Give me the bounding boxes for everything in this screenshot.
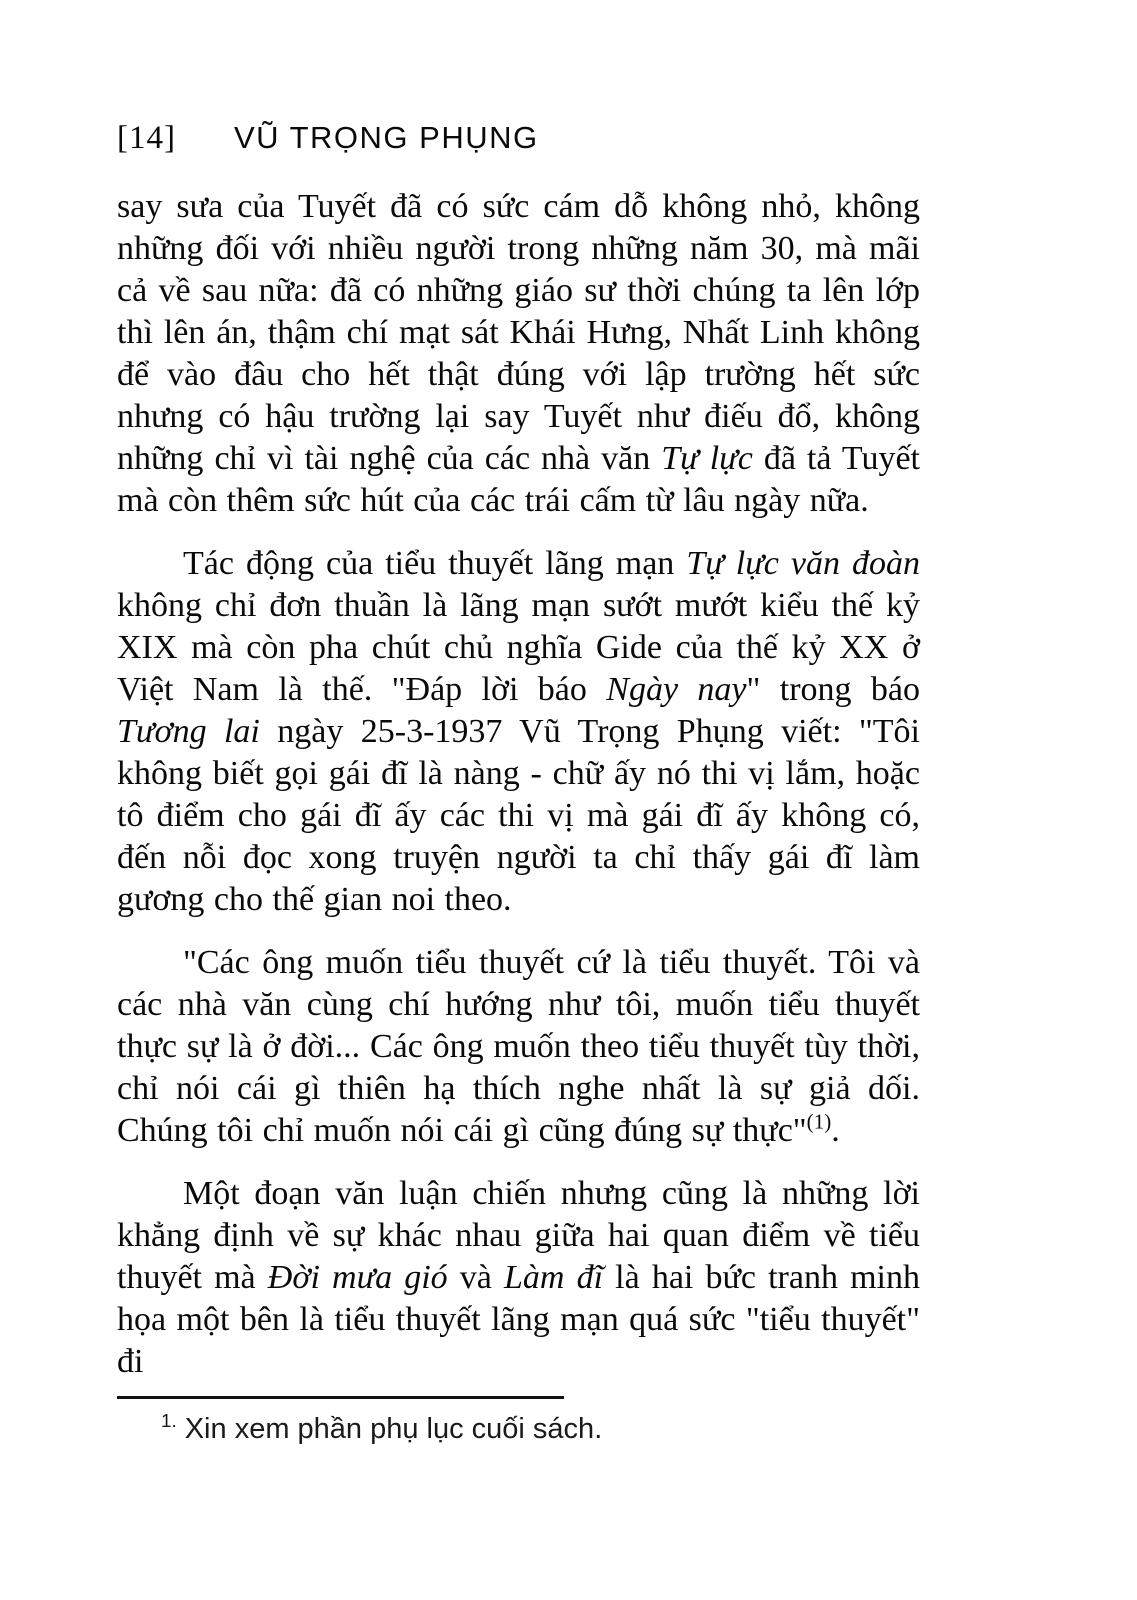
paragraph-3-text: "Các ông muốn tiểu thuyết cứ là tiểu thuyết. Tôi và các nhà văn cùng chí hướng như tôi, muốn tiểu thuyết thực sự là ở đời... Các ông muốn theo tiểu thuyết tùy thời, chỉ nói cái gì thiên hạ thích nghe nhất là sự giả dối. Chúng tôi chỉ muốn nói cái gì cũng đúng sự thực": [117, 944, 920, 1149]
paragraph-3-text-end: .: [831, 1112, 840, 1149]
paragraph-1: [117, 186, 920, 522]
running-title: VŨ TRỌNG PHỤNG: [233, 120, 539, 155]
newspaper-title-tuong-lai: Tương lai: [117, 713, 260, 750]
paragraph-2-text-c: " trong báo: [746, 671, 920, 708]
footnote-separator: [117, 1396, 564, 1399]
novel-title-lam-di: Làm đĩ: [504, 1259, 604, 1296]
paragraph-1-text-end: đã tả Tuyết mà còn thêm sức hút của các trái cấm từ lâu ngày nữa.: [117, 440, 920, 519]
paragraph-4-text-b: và: [447, 1259, 505, 1296]
paragraph-1-text: say sưa của Tuyết đã có sức cám dỗ không nhỏ, không những đối với nhiều người trong những năm 30, mà mãi cả về sau nữa: đã có những giáo sư thời chúng ta lên lớp thì lên án, thậm chí mạt sát Khái Hưng, Nhất Linh không để vào đâu cho hết thật đúng với lập trường hết sức nhưng có hậu trường lại say Tuyết như điếu đổ, không những chỉ vì tài nghệ của các nhà văn: [117, 188, 920, 477]
footnote: [117, 1411, 920, 1447]
group-title-tu-luc-van-doan: Tự lực văn đoàn: [686, 545, 920, 582]
page-header: [117, 120, 539, 157]
footnote-area: [117, 1396, 920, 1447]
paragraph-3: [117, 942, 920, 1152]
footnote-reference: (1): [806, 1109, 832, 1134]
book-title-tu-luc: Tự lực: [661, 440, 753, 477]
paragraph-2-text-b: không chỉ đơn thuần là lãng mạn sướt mướt kiểu thế kỷ XIX mà còn pha chút chủ nghĩa Gide của thế kỷ XX ở Việt Nam là thế. "Đáp lời báo: [117, 587, 920, 708]
body-text: [117, 186, 920, 1404]
novel-title-doi-mua-gio: Đời mưa gió: [267, 1259, 448, 1296]
paragraph-2: [117, 543, 920, 921]
paragraph-2-text-end: ngày 25-3-1937 Vũ Trọng Phụng viết: "Tôi không biết gọi gái đĩ là nàng - chữ ấy nó thi vị lắm, hoặc tô điểm cho gái đĩ ấy các thi vị mà gái đĩ ấy không có, đến nỗi đọc xong truyện người ta chỉ thấy gái đĩ làm gương cho thế gian noi theo.: [117, 713, 920, 918]
paragraph-4: [117, 1173, 920, 1383]
page-number: [14]: [117, 120, 176, 156]
paragraph-2-text: Tác động của tiểu thuyết lãng mạn: [183, 545, 687, 582]
paragraph-4-text: Một đoạn văn luận chiến nhưng cũng là những lời khẳng định về sự khác nhau giữa hai quan điểm về tiểu thuyết mà: [117, 1175, 920, 1296]
newspaper-title-ngay-nay: Ngày nay: [606, 671, 747, 708]
footnote-text: Xin xem phần phụ lục cuối sách.: [184, 1413, 603, 1445]
footnote-marker: 1.: [161, 1410, 177, 1432]
paragraph-4-text-end: là hai bức tranh minh họa một bên là tiểu thuyết lãng mạn quá sức "tiểu thuyết" đi: [117, 1259, 920, 1380]
